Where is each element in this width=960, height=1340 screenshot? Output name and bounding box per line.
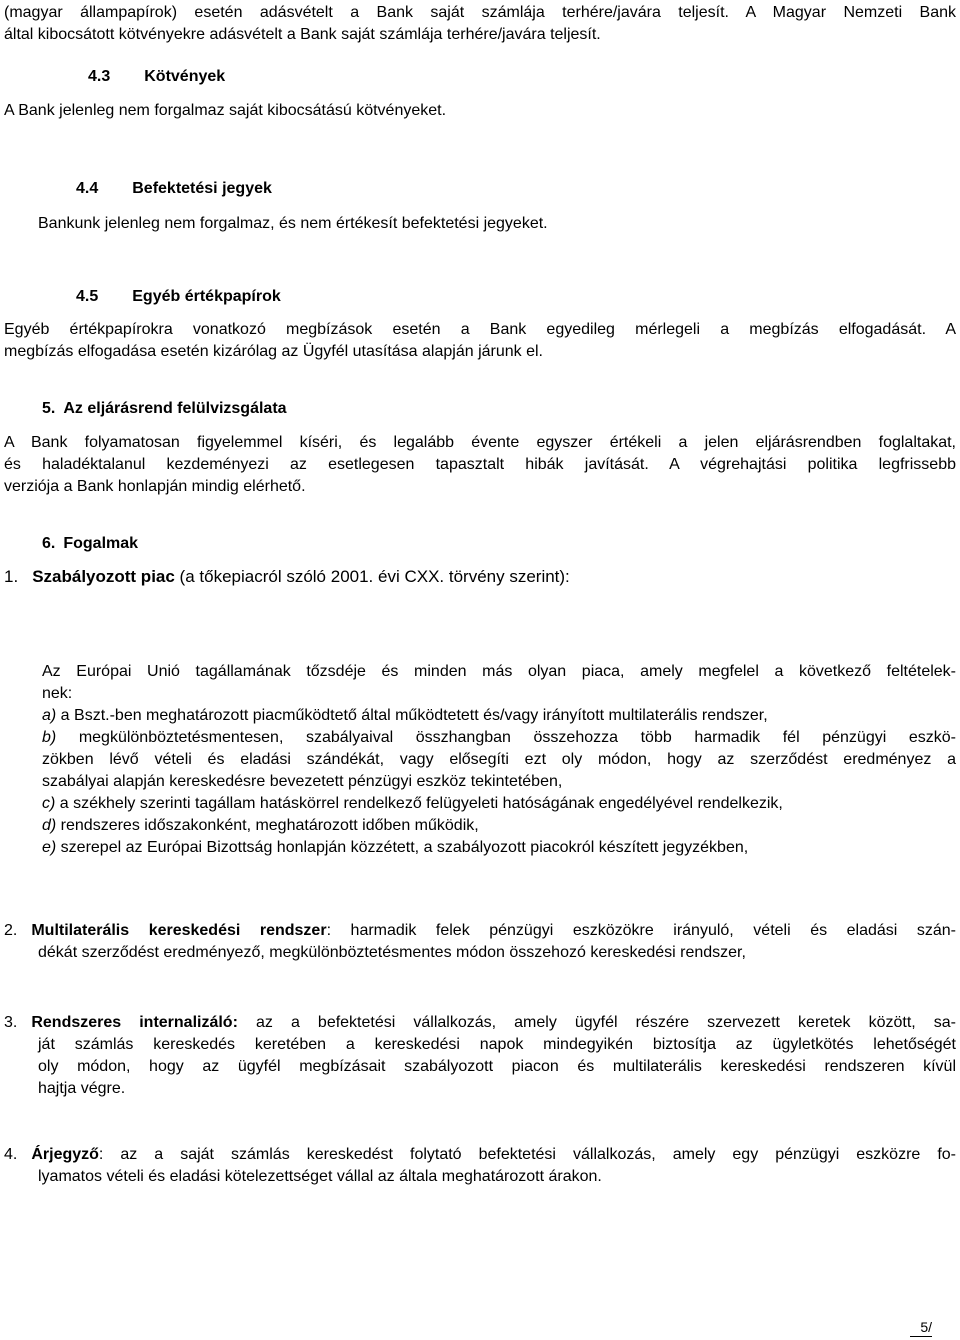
condition-marker: c) bbox=[42, 795, 56, 812]
section-5-body bbox=[4, 432, 956, 498]
condition-text: a Bszt.-ben meghatározott piacműködtető által működtetett és/vagy irányított multilaterális rendszer, bbox=[56, 707, 768, 724]
definition-number: 2. bbox=[4, 922, 18, 939]
section-number: 4.4 bbox=[76, 180, 99, 197]
definition-title-rest: (a tőkepiacról szóló 2001. évi CXX. törvény szerint): bbox=[174, 567, 570, 586]
page-number: 5/ bbox=[920, 1319, 932, 1335]
definition-4-line-1 bbox=[4, 1144, 956, 1166]
definition-1-title bbox=[4, 566, 570, 588]
definition-number: 3. bbox=[4, 1014, 18, 1031]
section-5-line-2: és haladéktalanul kezdeményezi az esetlegesen tapasztalt hibák javítását. A végrehajtási politika legfrissebb bbox=[4, 456, 956, 473]
section-number: 6. bbox=[42, 535, 56, 552]
section-4-3-body: A Bank jelenleg nem forgalmaz saját kibocsátású kötvényeket. bbox=[4, 102, 447, 119]
condition-text: rendszeres időszakonként, meghatározott időben működik, bbox=[56, 817, 479, 834]
section-4-5-line-2: megbízás elfogadása esetén kizárólag az Ügyfél utasítása alapján járunk el. bbox=[4, 343, 543, 360]
definition-3-line-4: hajtja végre. bbox=[38, 1080, 126, 1097]
definition-number: 4. bbox=[4, 1146, 18, 1163]
definition-term: Árjegyző bbox=[31, 1146, 99, 1163]
condition-b-line-3: szabályai alapján kereskedésre bevezetett pénzügyi eszköz tekintetében, bbox=[42, 773, 563, 790]
section-4-4-heading bbox=[76, 178, 272, 200]
section-number: 5. bbox=[42, 400, 56, 417]
section-title: Az eljárásrend felülvizsgálata bbox=[63, 400, 287, 417]
section-4-3-heading bbox=[88, 66, 225, 88]
condition-marker: b) bbox=[42, 729, 57, 746]
section-5-line-1: A Bank folyamatosan figyelemmel kíséri, és legalább évente egyszer értékeli a jelen eljárásrendben foglaltakat, bbox=[4, 434, 956, 451]
definition-text: az a befektetési vállalkozás, amely ügyfél részére szervezett keretek között, sa- bbox=[237, 1014, 957, 1031]
condition-b-line-1 bbox=[42, 727, 956, 749]
definition-4 bbox=[4, 1144, 956, 1188]
definition-4-line-2: lyamatos vételi és eladási kötelezettséget vállal az általa meghatározott árakon. bbox=[38, 1168, 602, 1185]
condition-text: megkülönböztetésmentesen, szabályaival összhangban összehozza több harmadik fél pénzügyi eszkö- bbox=[56, 729, 956, 746]
definition-text: : az a saját számlás kereskedést folytató befektetési vállalkozás, amely egy pénzügyi eszközre fo- bbox=[98, 1146, 956, 1163]
condition-text: a székhely szerinti tagállam hatáskörrel rendelkező felügyeleti hatóságának engedélyével rendelkezik, bbox=[55, 795, 783, 812]
section-title: Kötvények bbox=[144, 68, 226, 85]
footer-rule bbox=[910, 1336, 932, 1337]
section-4-5-heading bbox=[76, 286, 281, 308]
section-5-line-3: verziója a Bank honlapján mindig elérhető. bbox=[4, 478, 306, 495]
definition-2 bbox=[4, 920, 956, 964]
definition-3 bbox=[4, 1012, 956, 1100]
condition-marker: d) bbox=[42, 817, 57, 834]
definition-number: 1. bbox=[4, 567, 19, 586]
section-number: 4.3 bbox=[88, 68, 111, 85]
definition-2-line-1 bbox=[4, 920, 956, 942]
intro-line-1: (magyar állampapírok) esetén adásvételt a Bank saját számlája terhére/javára teljesít. A Magyar Nemzeti Bank bbox=[4, 4, 956, 21]
definition-term: Multilaterális kereskedési rendszer bbox=[31, 922, 327, 939]
definition-1-body bbox=[42, 661, 956, 859]
definition-term: Rendszeres internalizáló: bbox=[31, 1014, 238, 1031]
section-title: Egyéb értékpapírok bbox=[132, 288, 281, 305]
definition-term: Szabályozott piac bbox=[32, 567, 175, 586]
section-5-heading bbox=[42, 398, 287, 420]
condition-marker: a) bbox=[42, 707, 57, 724]
section-4-5-line-1: Egyéb értékpapírokra vonatkozó megbízások esetén a Bank egyedileg mérlegeli a megbízás elfogadását. A bbox=[4, 321, 956, 338]
intro-line-2: által kibocsátott kötvényekre adásvételt a Bank saját számlája terhére/javára teljesít. bbox=[4, 26, 601, 43]
condition-c bbox=[42, 793, 956, 815]
section-6-heading bbox=[42, 533, 138, 555]
condition-e bbox=[42, 837, 956, 859]
condition-text: szerepel az Európai Bizottság honlapján közzétett, a szabályozott piacokról készített jegyzékben, bbox=[56, 839, 749, 856]
condition-d bbox=[42, 815, 956, 837]
definition-1-intro-line-1: Az Európai Unió tagállamának tőzsdéje és minden más olyan piaca, amely megfelel a következő feltételek- bbox=[42, 663, 956, 680]
section-4-5-body bbox=[4, 319, 956, 363]
section-4-4-body: Bankunk jelenleg nem forgalmaz, és nem értékesít befektetési jegyeket. bbox=[38, 215, 548, 232]
condition-a bbox=[42, 705, 956, 727]
definition-2-line-2: dékát szerződést eredményező, megkülönböztetésmentes módon összehozó kereskedési rendszer, bbox=[38, 944, 746, 961]
definition-3-line-1 bbox=[4, 1012, 956, 1034]
definition-1-intro-line-2: nek: bbox=[42, 685, 73, 702]
intro-paragraph bbox=[4, 2, 956, 46]
definition-3-line-2: ját számlás kereskedés keretében a kereskedési napok mindegyikén biztosítja az ügyletkötés lehetőségét bbox=[38, 1036, 956, 1053]
section-number: 4.5 bbox=[76, 288, 99, 305]
definition-3-line-3: oly módon, hogy az ügyfél megbízásait szabályozott piacon és multilaterális kereskedési rendszeren kívül bbox=[38, 1058, 956, 1075]
condition-b-line-2: zökben lévő vételi és eladási szándékát, vagy elősegíti ezt oly módon, hogy az szerződést eredményez a bbox=[42, 751, 956, 768]
definition-text: : harmadik felek pénzügyi eszközökre irányuló, vételi és eladási szán- bbox=[326, 922, 956, 939]
condition-marker: e) bbox=[42, 839, 57, 856]
section-title: Befektetési jegyek bbox=[132, 180, 272, 197]
section-title: Fogalmak bbox=[63, 535, 139, 552]
